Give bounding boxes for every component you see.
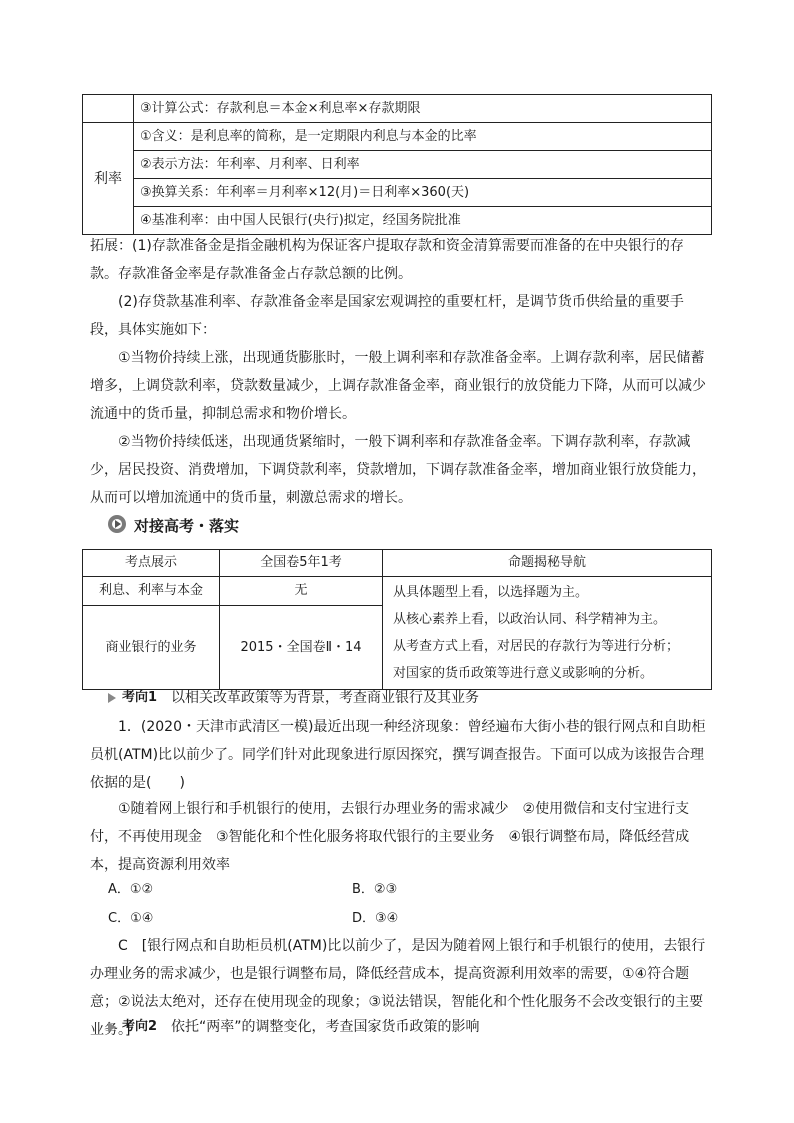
answer-explanation: C [银行网点和自助柜员机(ATM)比以前少了，是因为随着网上银行和手机银行的使用，去银行办理业务的需求减少，也是银行调整布局，降低经营成本，提高资源利用效率的需要，①④符合题意；②说法太绝对，还存在使用现金的现象；③说法错误，智能化和个性化服务不会改变银行的主要业务。] bbox=[90, 938, 706, 1038]
kaoxiang-2 bbox=[108, 1016, 480, 1038]
answer-options bbox=[108, 876, 608, 936]
exam-overview-table bbox=[82, 549, 712, 690]
kaoxiang-text: 依托“两率”的调整变化，考查国家货币政策的影响 bbox=[171, 1019, 480, 1035]
option-d[interactable]: D．③④ bbox=[352, 911, 399, 926]
table-cell: ①含义：是利息率的简称，是一定期限内利息与本金的比率 bbox=[134, 123, 712, 151]
header-cell: 命题揭秘导航 bbox=[383, 550, 712, 577]
table-header-row bbox=[83, 550, 712, 577]
kaoxiang-1 bbox=[108, 687, 479, 709]
topic-cell: 商业银行的业务 bbox=[83, 606, 220, 690]
option-b[interactable]: B．②③ bbox=[352, 882, 398, 897]
question-statements: ①随着网上银行和手机银行的使用，去银行办理业务的需求减少 ②使用微信和支付宝进行支付，不再使用现金 ③智能化和个性化服务将取代银行的主要业务 ④银行调整布局，降低经营成本，提高资源利用效率 bbox=[90, 801, 690, 873]
table-row bbox=[83, 151, 712, 179]
question-stem: 1．(2020・天津市武清区一模)最近出现一种经济现象：曾经遍布大街小巷的银行网点和自助柜员机(ATM)比以前少了。同学们针对此现象进行原因探究，撰写调查报告。下面可以成为该报告合理依据的是( ) bbox=[90, 719, 706, 791]
extension-paragraph: 拓展：(1)存款准备金是指金融机构为保证客户提取存款和资金清算需要而准备的在中央银行的存款。存款准备金率是存款准备金占存款总额的比例。 bbox=[90, 238, 684, 282]
inflation-paragraph: ①当物价持续上涨，出现通货膨胀时，一般上调利率和存款准备金率。上调存款利率，居民储蓄增多，上调贷款利率，贷款数量减少，上调存款准备金率，商业银行的放贷能力下降，从而可以减少流通中的货币量，抑制总需求和物价增长。 bbox=[90, 350, 706, 422]
section-title: 对接高考・落实 bbox=[134, 516, 240, 535]
table-cell: ③计算公式：存款利息＝本金×利息率×存款期限 bbox=[134, 95, 712, 123]
table-cell: ③换算关系：年利率＝月利率×12(月)＝日利率×360(天) bbox=[134, 179, 712, 207]
navigation-cell bbox=[383, 577, 712, 690]
triangle-bullet-icon bbox=[108, 1022, 116, 1032]
header-cell: 考点展示 bbox=[83, 550, 220, 577]
interest-rate-table bbox=[82, 94, 712, 235]
deflation-paragraph: ②当物价持续低迷，出现通货紧缩时，一般下调利率和存款准备金率。下调存款利率，存款减少，居民投资、消费增加，下调贷款利率，贷款增加，下调存款准备金率，增加商业银行放贷能力，从而可以增加流通中的货币量，刺激总需求的增长。 bbox=[90, 434, 706, 506]
option-c[interactable]: C．①④ bbox=[108, 911, 154, 926]
table-cell: ④基准利率：由中国人民银行(央行)拟定，经国务院批准 bbox=[134, 207, 712, 235]
nav-line: 从具体题型上看，以选择题为主。 bbox=[393, 585, 589, 600]
header-cell: 全国卷5年1考 bbox=[220, 550, 383, 577]
nav-line: 对国家的货币政策等进行意义或影响的分析。 bbox=[393, 666, 654, 681]
table-row bbox=[83, 207, 712, 235]
option-a[interactable]: A．①② bbox=[108, 882, 154, 897]
exam-cell: 2015・全国卷Ⅱ・14 bbox=[220, 606, 383, 690]
policy-paragraph: (2)存贷款基准利率、存款准备金率是国家宏观调控的重要杠杆，是调节货币供给量的重要手段，具体实施如下： bbox=[90, 294, 684, 338]
topic-cell: 利息、利率与本金 bbox=[83, 577, 220, 606]
triangle-bullet-icon bbox=[108, 693, 116, 703]
nav-line: 从核心素养上看，以政治认同、科学精神为主。 bbox=[393, 612, 667, 627]
table-row bbox=[83, 577, 712, 606]
kaoxiang-text: 以相关改革政策等为背景，考查商业银行及其业务 bbox=[171, 690, 480, 706]
rate-label-cell: 利率 bbox=[83, 123, 134, 235]
kaoxiang-tag: 考向2 bbox=[122, 1019, 158, 1034]
exam-cell: 无 bbox=[220, 577, 383, 606]
play-circle-icon bbox=[108, 515, 128, 535]
nav-line: 从考查方式上看，对居民的存款行为等进行分析； bbox=[393, 639, 680, 654]
table-row bbox=[83, 123, 712, 151]
section-header bbox=[108, 514, 239, 536]
table-row bbox=[83, 179, 712, 207]
table-cell: ②表示方法：年利率、月利率、日利率 bbox=[134, 151, 712, 179]
table-row bbox=[83, 95, 712, 123]
table-cell bbox=[83, 95, 134, 123]
kaoxiang-tag: 考向1 bbox=[122, 690, 158, 705]
